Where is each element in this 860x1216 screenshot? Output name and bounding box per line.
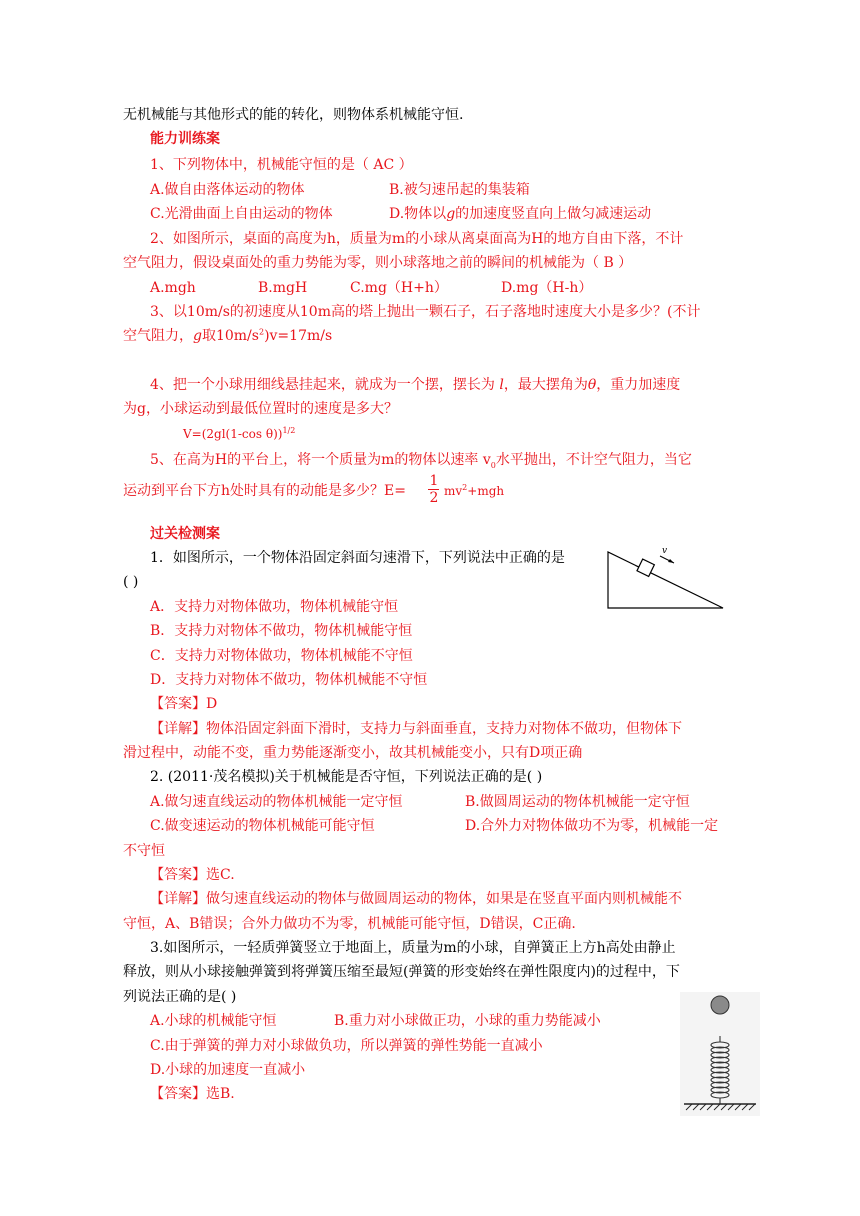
check-q2-detail-line1: 【详解】做匀速直线运动的物体与做圆周运动的物体，如果是在竖直平面内则机械能不 — [150, 891, 682, 907]
ability-q3-line2-mid: 取10m/s — [201, 328, 259, 344]
ability-q4-answer — [183, 425, 295, 443]
section-heading-check: 过关检测案 — [150, 526, 220, 542]
check-q1-option-c: C．支持力对物体做功，物体机械能不守恒 — [150, 648, 413, 664]
check-q2-detail-line2: 守恒，A、B错误；合外力做功不为零，机械能可能守恒，D错误，C正确. — [123, 916, 576, 932]
ability-q1-option-d-post: 的加速度竖直向上做匀减速运动 — [455, 206, 652, 222]
check-q2-option-d: D.合外力对物体做功不为零，机械能一定 — [465, 818, 719, 834]
ball — [711, 996, 729, 1014]
ability-q5-line1-sub: 0 — [490, 460, 496, 470]
check-q2-option-d-cont: 不守恒 — [123, 843, 165, 859]
ability-q4-answer-text: V=(2gl(1-cos θ)) — [183, 427, 283, 441]
ability-q3-line1: 3、以10m/s的初速度从10m高的塔上抛出一颗石子，石子落地时速度大小是多少？(不计 — [150, 304, 701, 320]
ability-q3-line2 — [123, 327, 332, 345]
ability-q5-line1 — [150, 451, 692, 469]
section-heading-ability: 能力训练案 — [150, 131, 220, 147]
ability-q3-line2-sup: 2 — [258, 327, 265, 337]
ability-q5-line1-pre: 5、在高为H的平台上，将一个质量为m的物体以速率 v — [150, 452, 491, 468]
ability-q3-line2-pre: 空气阻力， — [123, 328, 193, 344]
ability-q4-line1 — [150, 376, 680, 394]
check-q1-paren: ( ) — [123, 574, 139, 590]
check-q1-detail-line1: 【详解】物体沿固定斜面下滑时，支持力与斜面垂直，支持力对物体不做功，但物体下 — [150, 721, 682, 737]
incline-triangle — [608, 552, 723, 608]
check-q3-line1: 3.如图所示，一轻质弹簧竖立于地面上，质量为m的小球，自弹簧正上方h高处由静止 — [150, 940, 676, 956]
ability-q4-answer-sup: 1/2 — [282, 426, 296, 435]
incline-figure — [606, 544, 726, 612]
check-q3-line3: 列说法正确的是( ) — [123, 989, 237, 1005]
check-q3-option-a: A.小球的机械能守恒 — [150, 1013, 277, 1029]
ability-q4-line1-theta: θ — [587, 377, 597, 393]
velocity-label: v — [662, 546, 668, 556]
ability-q5-line2-tail — [444, 482, 504, 500]
ability-q2-option-d: D.mg（H-h） — [501, 280, 593, 296]
check-q3-line2: 释放，则从小球接触弹簧到将弹簧压缩至最短(弹簧的形变始终在弹性限度内)的过程中，下 — [123, 964, 680, 980]
ability-q1-option-d-pre: D.物体以 — [389, 206, 447, 222]
check-q1-option-a: A．支持力对物体做功，物体机械能守恒 — [150, 599, 399, 615]
check-q1-option-d: D．支持力对物体不做功，物体机械能不守恒 — [150, 672, 428, 688]
ability-q4-line1-pre: 4、把一个小球用细线悬挂起来，就成为一个摆，摆长为 — [150, 377, 500, 393]
velocity-arrowhead — [668, 559, 674, 563]
check-q2-option-b: B.做圆周运动的物体机械能一定守恒 — [465, 794, 690, 810]
spring-figure — [680, 992, 760, 1116]
ability-q5-line1-post: 水平抛出，不计空气阻力，当它 — [495, 452, 692, 468]
ability-q1-option-b: B.被匀速吊起的集装箱 — [389, 182, 530, 198]
ability-q4-line1-mid: ，最大摆角为 — [503, 377, 588, 393]
check-q1-option-b: B．支持力对物体不做功，物体机械能守恒 — [150, 623, 413, 639]
check-q3-answer: 【答案】选B. — [150, 1086, 235, 1102]
ability-q4-line1-l: l — [499, 377, 504, 393]
ability-q2-option-a: A.mgh — [150, 280, 196, 296]
ability-q1-option-d-var: g — [446, 206, 456, 222]
ability-q5-line2-mv: mv — [444, 484, 463, 498]
check-q1-detail-line2: 滑过程中，动能不变，重力势能逐渐变小，故其机械能变小，只有D项正确 — [123, 745, 583, 761]
ability-q1-option-a: A.做自由落体运动的物体 — [150, 182, 305, 198]
ability-q5-line2: 运动到平台下方h处时具有的动能是多少？E= — [123, 483, 406, 499]
intro-line: 无机械能与其他形式的能的转化，则物体系机械能守恒. — [123, 107, 464, 123]
check-q3-option-b: B.重力对小球做正功，小球的重力势能减小 — [334, 1013, 601, 1029]
ability-q1-option-d — [389, 205, 651, 223]
ability-q4-line1-post: ，重力加速度 — [596, 377, 681, 393]
ability-q2-line2: 空气阻力，假设桌面处的重力势能为零，则小球落地之前的瞬间的机械能为（ B ） — [123, 255, 633, 271]
ability-q3-line2-post: )v=17m/s — [264, 328, 333, 344]
ability-q5-frac-den: 2 — [429, 490, 439, 506]
ability-q5-line2-sup: 2 — [462, 483, 468, 492]
ability-q2-line1: 2、如图所示，桌面的高度为h，质量为m的小球从离桌面高为H的地方自由下落，不计 — [150, 231, 684, 247]
check-q1-stem: 1．如图所示，一个物体沿固定斜面匀速滑下，下列说法中正确的是 — [150, 550, 565, 566]
ability-q4-line2: 为g，小球运动到最低位置时的速度是多大？ — [123, 401, 398, 417]
ability-q3-line2-var: g — [193, 328, 202, 344]
ability-q5-frac-num: 1 — [429, 473, 439, 489]
check-q3-option-d: D.小球的加速度一直减小 — [150, 1062, 306, 1078]
ability-q5-line2-mgh: +mgh — [467, 484, 505, 498]
check-q2-stem: 2. (2011·茂名模拟)关于机械能是否守恒，下列说法正确的是( ) — [150, 769, 543, 785]
check-q2-option-c: C.做变速运动的物体机械能可能守恒 — [150, 818, 375, 834]
check-q3-option-c: C.由于弹簧的弹力对小球做负功，所以弹簧的弹性势能一直减小 — [150, 1038, 543, 1054]
ability-q2-option-c: C.mg（H+h） — [350, 280, 448, 296]
ability-q2-option-b: B.mgH — [258, 280, 308, 296]
check-q2-option-a: A.做匀速直线运动的物体机械能一定守恒 — [150, 794, 403, 810]
check-q1-answer: 【答案】D — [150, 696, 218, 712]
ability-q1-stem: 1、下列物体中，机械能守恒的是（ AC ） — [150, 157, 413, 173]
check-q2-answer: 【答案】选C. — [150, 867, 235, 883]
ability-q1-option-c: C.光滑曲面上自由运动的物体 — [150, 206, 333, 222]
